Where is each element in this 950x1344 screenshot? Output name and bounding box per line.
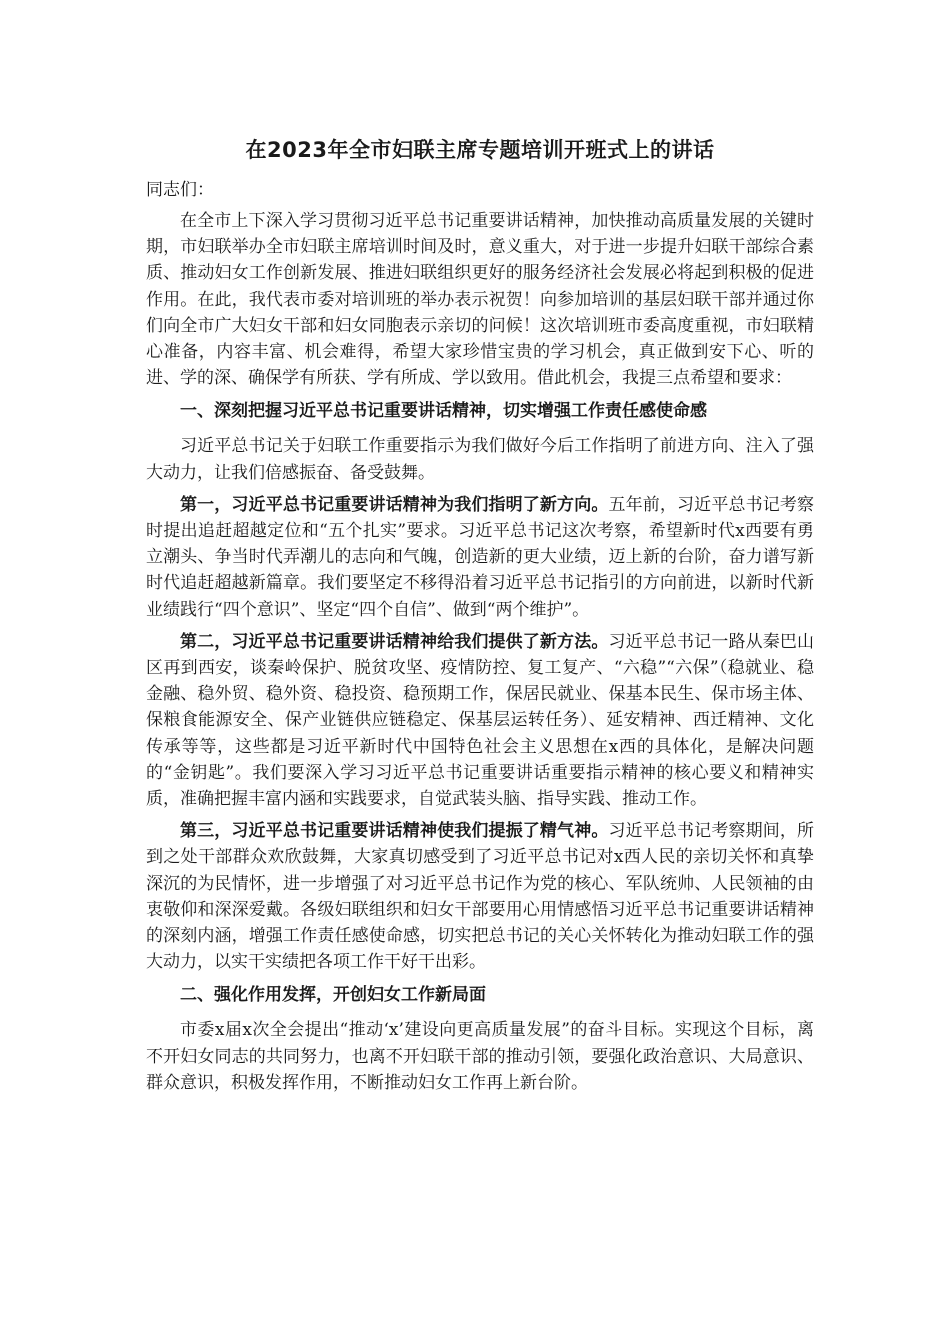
point-1-paragraph bbox=[146, 492, 814, 623]
section-2-paragraph: 市委x届x次全会提出“推动‘x’建设向更高质量发展”的奋斗目标。实现这个目标，离不开妇女同志的共同努力，也离不开妇联干部的推动引领，要强化政治意识、大局意识、群众意识，积极发挥作用，不断推动妇女工作再上新台阶。 bbox=[146, 1020, 814, 1093]
point-2-paragraph bbox=[146, 629, 814, 812]
salutation: 同志们： bbox=[146, 180, 214, 200]
intro-paragraph: 在全市上下深入学习贯彻习近平总书记重要讲话精神，加快推动高质量发展的关键时期，市妇联举办全市妇联主席培训时间及时，意义重大，对于进一步提升妇联干部综合素质、推动妇女工作创新发展、推进妇联组织更好的服务经济社会发展必将起到积极的促进作用。在此，我代表市委对培训班的举办表示祝贺！向参加培训的基层妇联干部并通过你们向全市广大妇女干部和妇女同胞表示亲切的问候！这次培训班市委高度重视，市妇联精心准备，内容丰富、机会难得，希望大家珍惜宝贵的学习机会，真正做到安下心、听的进、学的深、确保学有所获、学有所成、学以致用。借此机会，我提三点希望和要求： bbox=[146, 211, 814, 389]
point-3-paragraph bbox=[146, 818, 814, 975]
document-page bbox=[146, 128, 814, 1102]
section-1-paragraph: 习近平总书记关于妇联工作重要指示为我们做好今后工作指明了前进方向、注入了强大动力，让我们倍感振奋、备受鼓舞。 bbox=[146, 436, 814, 483]
section-1-heading: 一、深刻把握习近平总书记重要讲话精神，切实增强工作责任感使命感 bbox=[180, 401, 707, 422]
point-1-lead: 第一，习近平总书记重要讲话精神为我们指明了新方向。 bbox=[180, 494, 609, 515]
point-3-lead: 第三，习近平总书记重要讲话精神使我们提振了精气神。 bbox=[180, 821, 609, 842]
document-title: 在2023年全市妇联主席专题培训开班式上的讲话 bbox=[245, 138, 715, 162]
point-2-text: 习近平总书记一路从秦巴山区再到西安，谈秦岭保护、脱贫攻坚、疫情防控、复工复产、“六稳”“六保”（稳就业、稳金融、稳外贸、稳外资、稳投资、稳预期工作，保居民就业、保基本民生、保市场主体、保粮食能源安全、保产业链供应链稳定、保基层运转任务）、延安精神、西迁精神、文化传承等等，这些都是习近平新时代中国特色社会主义思想在x西的具体化，是解决问题的“金钥匙”。我们要深入学习习近平总书记重要讲话重要指示精神的核心要义和精神实质，准确把握丰富内涵和实践要求，自觉武装头脑、指导实践、推动工作。 bbox=[146, 631, 815, 810]
point-2-lead: 第二，习近平总书记重要讲话精神给我们提供了新方法。 bbox=[180, 631, 609, 652]
point-1-text: 五年前，习近平总书记考察时提出追赶超越定位和“五个扎实”要求。习近平总书记这次考察，希望新时代x西要有勇立潮头、争当时代弄潮儿的志向和气魄，创造新的更大业绩，迈上新的台阶，奋力谱写新时代追赶超越新篇章。我们要坚定不移得沿着习近平总书记指引的方向前进，以新时代新业绩践行“四个意识”、坚定“四个自信”、做到“两个维护”。 bbox=[146, 494, 815, 620]
section-2-heading: 二、强化作用发挥，开创妇女工作新局面 bbox=[180, 985, 486, 1006]
point-3-text: 习近平总书记考察期间，所到之处干部群众欢欣鼓舞，大家真切感受到了习近平总书记对x西人民的亲切关怀和真挚深沉的为民情怀，进一步增强了对习近平总书记作为党的核心、军队统帅、人民领袖的由衷敬仰和深深爱戴。各级妇联组织和妇女干部要用心用情感悟习近平总书记重要讲话精神的深刻内涵，增强工作责任感使命感，切实把总书记的关心关怀转化为推动妇联工作的强大动力，以实干实绩把各项工作干好干出彩。 bbox=[146, 821, 815, 973]
